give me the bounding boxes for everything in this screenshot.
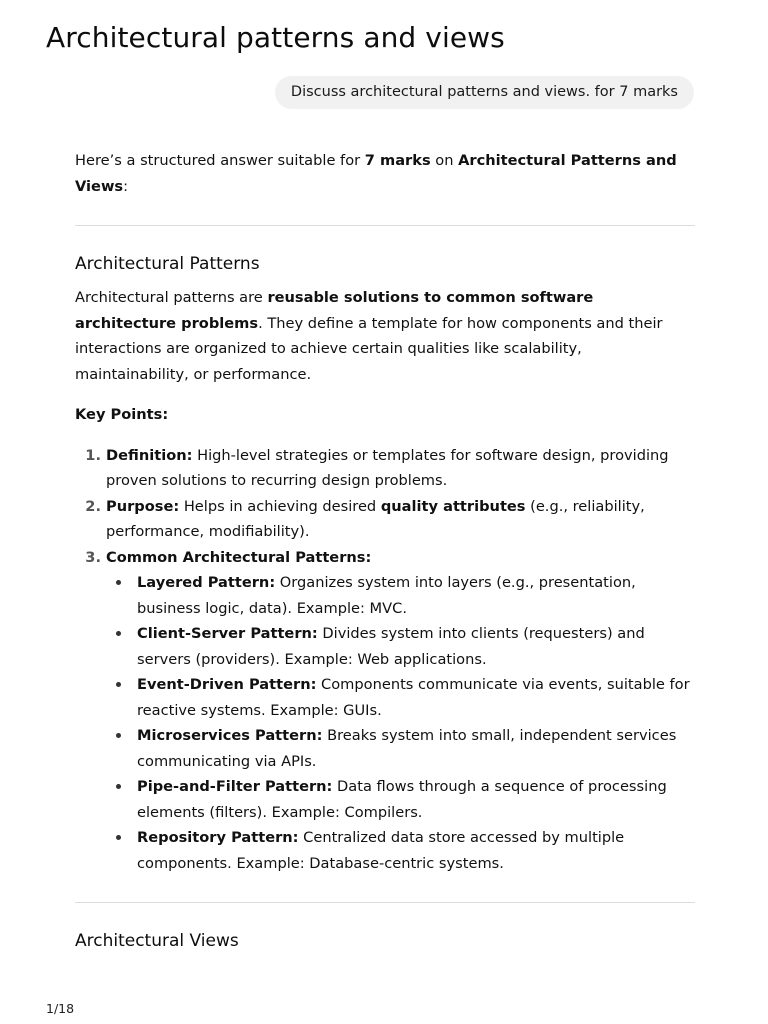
key-point-purpose bbox=[106, 494, 695, 545]
key-point-bold: quality attributes bbox=[380, 497, 526, 515]
key-point-label: Definition: bbox=[106, 446, 193, 464]
key-point-common-patterns bbox=[106, 545, 695, 877]
pattern-name: Pipe-and-Filter Pattern: bbox=[137, 778, 333, 795]
pattern-description: Data flows through a sequence of processing elements (filters). Example: Compilers. bbox=[137, 778, 667, 821]
pattern-name: Repository Pattern: bbox=[137, 829, 299, 846]
heading-architectural-patterns: Architectural Patterns bbox=[75, 254, 260, 274]
key-point-text: High-level strategies or templates for software design, providing proven solutions to recurring design problems. bbox=[106, 446, 669, 489]
list-item-layered-pattern bbox=[137, 570, 695, 621]
key-point-definition bbox=[106, 443, 695, 494]
list-item-microservices-pattern bbox=[137, 723, 695, 774]
intro-topic: Architectural Patterns and Views bbox=[75, 152, 677, 195]
key-points-label-text: Key Points: bbox=[75, 406, 169, 423]
intro-marks: 7 marks bbox=[364, 152, 431, 169]
user-prompt-bubble: Discuss architectural patterns and views. for 7 marks bbox=[275, 76, 694, 109]
intro-prefix: Here’s a structured answer suitable for bbox=[75, 152, 365, 169]
intro-middle: on bbox=[430, 152, 459, 169]
para-prefix: Architectural patterns are bbox=[75, 289, 268, 306]
key-point-text: (e.g., reliability, performance, modifiability). bbox=[106, 497, 645, 540]
pattern-description: Centralized data store accessed by multiple components. Example: Database-centric systems. bbox=[137, 829, 625, 872]
para-suffix: . They define a template for how components and their interactions are organized to achieve certain qualities like scalability, maintainability, or performance. bbox=[75, 314, 663, 383]
intro-suffix: : bbox=[123, 177, 129, 195]
pattern-name: Microservices Pattern: bbox=[137, 727, 323, 744]
key-points-label bbox=[75, 402, 695, 428]
page-title: Architectural patterns and views bbox=[46, 21, 505, 54]
list-item-repository-pattern bbox=[137, 825, 695, 876]
page-number: 1/18 bbox=[46, 1001, 75, 1016]
pattern-description: Organizes system into layers (e.g., presentation, business logic, data). Example: MVC. bbox=[137, 574, 636, 617]
pattern-description: Breaks system into small, independent services communicating via APIs. bbox=[137, 727, 677, 770]
patterns-bullet-list bbox=[106, 570, 695, 876]
pattern-name: Layered Pattern: bbox=[137, 574, 276, 591]
answer-intro bbox=[75, 148, 695, 199]
assistant-answer bbox=[75, 148, 695, 953]
pattern-description: Components communicate via events, suitable for reactive systems. Example: GUIs. bbox=[137, 676, 690, 719]
key-point-label: Purpose: bbox=[106, 497, 180, 515]
heading-architectural-views: Architectural Views bbox=[75, 931, 239, 951]
key-point-label: Common Architectural Patterns: bbox=[106, 548, 372, 566]
key-point-text: Helps in achieving desired bbox=[179, 497, 381, 515]
key-points-list bbox=[75, 443, 695, 877]
patterns-definition-paragraph bbox=[75, 285, 695, 387]
user-prompt-row bbox=[75, 76, 694, 109]
list-item-pipe-and-filter-pattern bbox=[137, 774, 695, 825]
section-divider bbox=[75, 225, 695, 226]
pattern-name: Client-Server Pattern: bbox=[137, 625, 318, 642]
list-item-event-driven-pattern bbox=[137, 672, 695, 723]
pattern-description: Divides system into clients (requesters) and servers (providers). Example: Web applications. bbox=[137, 625, 645, 668]
pattern-name: Event-Driven Pattern: bbox=[137, 676, 317, 693]
section-divider bbox=[75, 902, 695, 903]
para-bold: reusable solutions to common software architecture problems bbox=[75, 289, 594, 332]
list-item-client-server-pattern bbox=[137, 621, 695, 672]
